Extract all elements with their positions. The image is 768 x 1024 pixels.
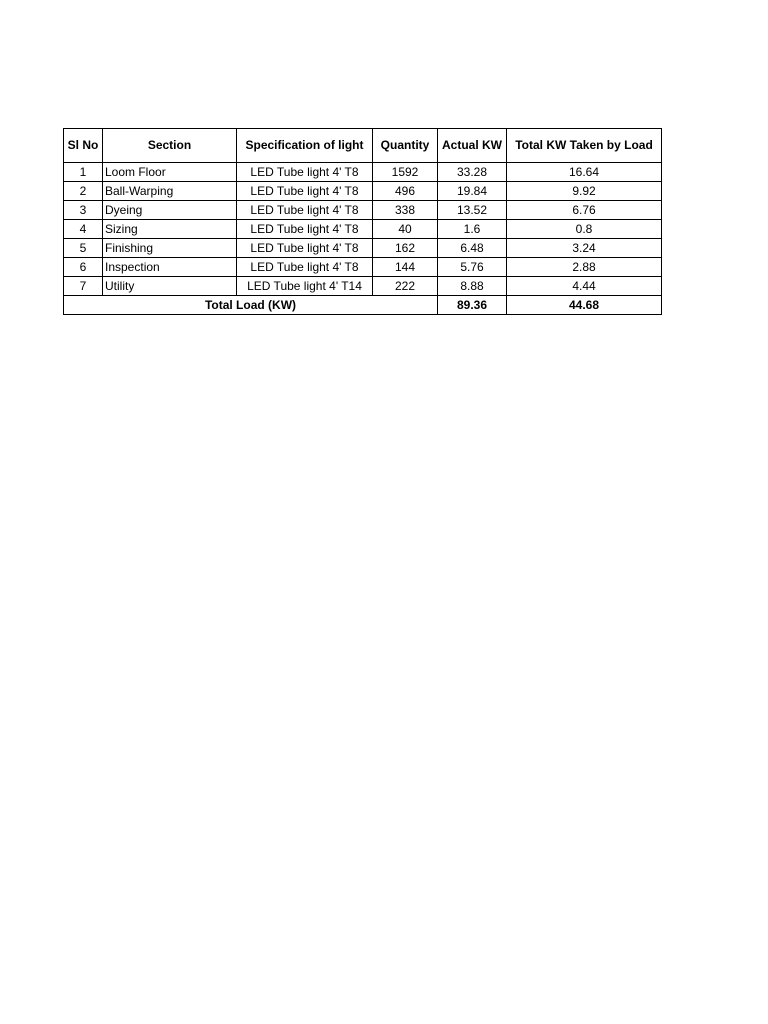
cell-actual-kw: 5.76 [438, 258, 507, 277]
cell-specification: LED Tube light 4' T8 [237, 163, 373, 182]
header-specification: Specification of light [237, 129, 373, 163]
table-row [64, 182, 662, 201]
cell-quantity: 144 [373, 258, 438, 277]
header-total-kw: Total KW Taken by Load [507, 129, 662, 163]
cell-section: Ball-Warping [103, 182, 237, 201]
cell-quantity: 1592 [373, 163, 438, 182]
cell-total-kw: 4.44 [507, 277, 662, 296]
header-section: Section [103, 129, 237, 163]
cell-total-kw: 9.92 [507, 182, 662, 201]
total-kw-taken: 44.68 [507, 296, 662, 315]
cell-section: Finishing [103, 239, 237, 258]
cell-section: Dyeing [103, 201, 237, 220]
cell-sl-no: 2 [64, 182, 103, 201]
cell-section: Inspection [103, 258, 237, 277]
header-actual-kw: Actual KW [438, 129, 507, 163]
cell-quantity: 222 [373, 277, 438, 296]
cell-quantity: 338 [373, 201, 438, 220]
header-sl-no: Sl No [64, 129, 103, 163]
cell-section: Sizing [103, 220, 237, 239]
cell-total-kw: 0.8 [507, 220, 662, 239]
cell-actual-kw: 6.48 [438, 239, 507, 258]
cell-sl-no: 3 [64, 201, 103, 220]
cell-sl-no: 5 [64, 239, 103, 258]
cell-total-kw: 16.64 [507, 163, 662, 182]
cell-section: Loom Floor [103, 163, 237, 182]
table-row [64, 163, 662, 182]
total-row [64, 296, 662, 315]
cell-specification: LED Tube light 4' T8 [237, 258, 373, 277]
cell-quantity: 496 [373, 182, 438, 201]
cell-actual-kw: 19.84 [438, 182, 507, 201]
table-row [64, 277, 662, 296]
table-header [64, 129, 662, 163]
cell-actual-kw: 8.88 [438, 277, 507, 296]
cell-specification: LED Tube light 4' T8 [237, 182, 373, 201]
cell-specification: LED Tube light 4' T8 [237, 220, 373, 239]
table-body [64, 163, 662, 315]
header-row [64, 129, 662, 163]
table-row [64, 220, 662, 239]
cell-sl-no: 4 [64, 220, 103, 239]
cell-specification: LED Tube light 4' T8 [237, 239, 373, 258]
header-quantity: Quantity [373, 129, 438, 163]
cell-section: Utility [103, 277, 237, 296]
cell-quantity: 40 [373, 220, 438, 239]
cell-specification: LED Tube light 4' T14 [237, 277, 373, 296]
cell-total-kw: 3.24 [507, 239, 662, 258]
cell-actual-kw: 1.6 [438, 220, 507, 239]
cell-sl-no: 6 [64, 258, 103, 277]
load-table [63, 128, 662, 315]
table-row [64, 201, 662, 220]
cell-total-kw: 6.76 [507, 201, 662, 220]
cell-actual-kw: 33.28 [438, 163, 507, 182]
cell-total-kw: 2.88 [507, 258, 662, 277]
table-row [64, 258, 662, 277]
cell-actual-kw: 13.52 [438, 201, 507, 220]
cell-quantity: 162 [373, 239, 438, 258]
cell-sl-no: 1 [64, 163, 103, 182]
cell-specification: LED Tube light 4' T8 [237, 201, 373, 220]
total-actual-kw: 89.36 [438, 296, 507, 315]
cell-sl-no: 7 [64, 277, 103, 296]
table-row [64, 239, 662, 258]
total-label: Total Load (KW) [64, 296, 438, 315]
